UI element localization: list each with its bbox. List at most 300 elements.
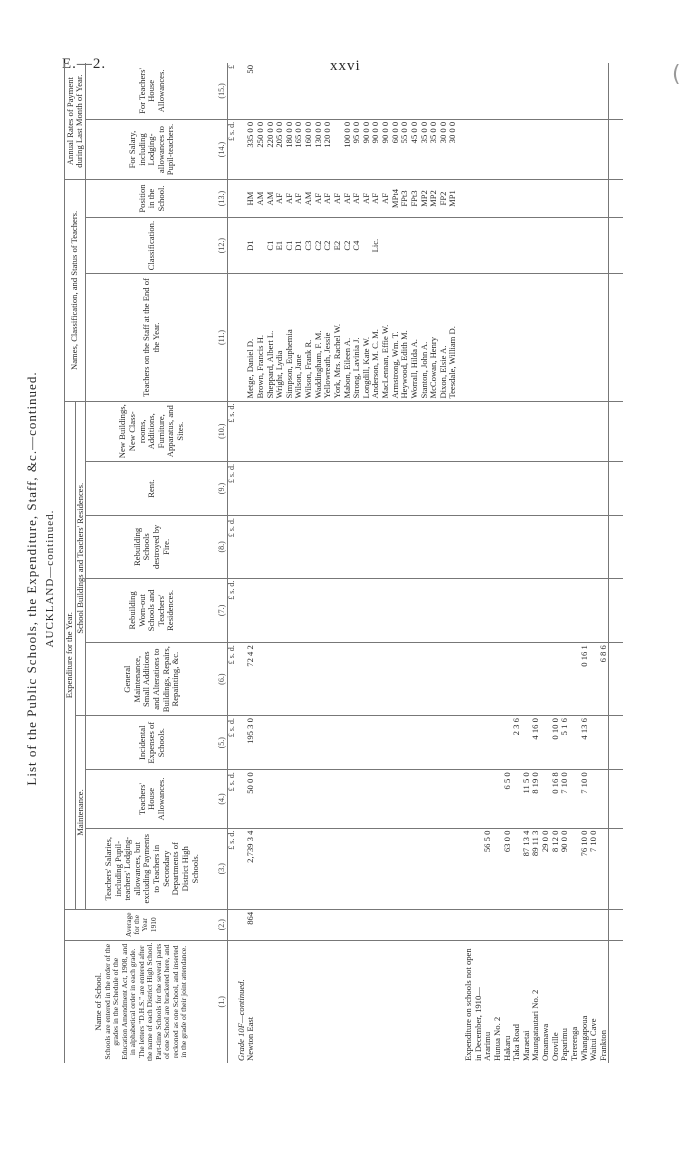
- closed-school-name: Whangapoua: [578, 1015, 589, 1061]
- closed-school-incidental: [589, 716, 599, 770]
- table-cell: [580, 119, 590, 179]
- teacher-salary: 90 0 0: [362, 119, 372, 179]
- table-cell: [512, 119, 522, 179]
- table-cell: [439, 828, 449, 909]
- table-cell: [352, 401, 362, 461]
- table-cell: [275, 716, 285, 770]
- table-cell: [580, 180, 590, 218]
- table-cell: [570, 461, 580, 515]
- table-cell: [420, 940, 430, 1063]
- table-cell: [580, 401, 590, 461]
- table-cell: [522, 274, 532, 401]
- closed-school-house: [483, 770, 493, 828]
- teacher-row: [343, 63, 353, 1063]
- teacher-house: [400, 63, 410, 119]
- teacher-row: [266, 63, 276, 1063]
- closed-school-house: 7 10 0: [580, 770, 590, 828]
- table-cell: [560, 180, 570, 218]
- table-cell: [294, 716, 304, 770]
- table-cell: [352, 578, 362, 643]
- table-cell: [448, 770, 458, 828]
- teacher-name: Wright, Lydia: [275, 274, 285, 401]
- table-cell: [256, 770, 266, 828]
- colnum-3: (3.): [218, 828, 227, 909]
- table-cell: [580, 461, 590, 515]
- table-cell: [551, 516, 561, 579]
- table-cell: [580, 63, 590, 119]
- teacher-name: Stanton, John A.: [420, 274, 430, 401]
- teacher-class: [410, 217, 420, 274]
- table-cell: [531, 217, 541, 274]
- table-cell: [256, 828, 266, 909]
- table-cell: [551, 217, 561, 274]
- closed-school-name: Taka Road: [511, 1024, 522, 1061]
- table-cell: [294, 578, 304, 643]
- table-cell: [294, 516, 304, 579]
- table-cell: [420, 516, 430, 579]
- table-cell: [570, 217, 580, 274]
- table-cell: [343, 461, 353, 515]
- page-reference: E.—2.: [62, 56, 107, 72]
- teacher-house: [352, 63, 362, 119]
- closed-school-row: [599, 63, 609, 1063]
- teacher-position: AF: [285, 180, 295, 218]
- teacher-name: Mabon, Eileen A.: [343, 274, 353, 401]
- table-cell: [362, 643, 372, 716]
- table-cell: [352, 461, 362, 515]
- table-cell: [570, 63, 580, 119]
- table-cell: [599, 401, 609, 461]
- teacher-position: MPt4: [391, 180, 401, 218]
- table-cell: [483, 274, 493, 401]
- table-cell: [420, 828, 430, 909]
- table-cell: [391, 643, 401, 716]
- table-cell: [362, 770, 372, 828]
- table-cell: [294, 461, 304, 515]
- table-cell: [493, 461, 503, 515]
- colnum-10: (10.): [218, 401, 227, 461]
- table-cell: [541, 119, 551, 179]
- table-cell: [362, 401, 372, 461]
- table-cell: [381, 909, 391, 940]
- table-cell: [493, 401, 503, 461]
- teacher-house: [256, 63, 266, 119]
- closed-school-name: Omamawa: [540, 1023, 551, 1061]
- table-cell: [410, 716, 420, 770]
- table-cell: [285, 828, 295, 909]
- lsd-heading: £ s. d.: [227, 828, 236, 909]
- teacher-house: [362, 63, 372, 119]
- table-cell: [541, 461, 551, 515]
- table-cell: [227, 274, 236, 401]
- table-cell: [285, 516, 295, 579]
- table-cell: [522, 63, 532, 119]
- table-cell: [429, 909, 439, 940]
- table-cell: [493, 217, 503, 274]
- table-cell: [503, 274, 513, 401]
- table-cell: [522, 401, 532, 461]
- table-cell: [512, 578, 522, 643]
- closed-school-salaries: 89 11 3: [531, 828, 541, 909]
- table-cell: [333, 909, 343, 940]
- table-cell: [512, 461, 522, 515]
- teacher-row: [304, 63, 314, 1063]
- teacher-position: AF: [333, 180, 343, 218]
- table-cell: [256, 461, 266, 515]
- teacher-name: Sheppard, Albert L.: [266, 274, 276, 401]
- table-cell: [391, 516, 401, 579]
- table-cell: [352, 909, 362, 940]
- header-col-8: Rebuilding Schools destroyed by Fire.: [86, 516, 218, 579]
- table-cell: [503, 401, 513, 461]
- table-cell: [410, 578, 420, 643]
- closed-school-row: [493, 63, 503, 1063]
- table-cell: [580, 274, 590, 401]
- teacher-position: AF: [371, 180, 381, 218]
- teacher-class: C4: [352, 217, 362, 274]
- header-staff: Names, Classification, and Status of Teachers.: [65, 180, 86, 401]
- table-cell: [580, 516, 590, 579]
- table-cell: [551, 274, 561, 401]
- teacher-name: Armstrong, Wm. T.: [391, 274, 401, 401]
- lsd-heading: £ s. d.: [227, 643, 236, 716]
- teacher-house: [323, 63, 333, 119]
- header-col-4: Teachers' House Allowances.: [86, 770, 218, 828]
- table-cell: [227, 909, 236, 940]
- closed-school-salaries: 76 10 0: [580, 828, 590, 909]
- teacher-position: AM: [266, 180, 276, 218]
- table-cell: [304, 643, 314, 716]
- table-cell: [589, 63, 599, 119]
- table-cell: [400, 909, 410, 940]
- closed-school-salaries: 56 5 0: [483, 828, 493, 909]
- table-cell: [483, 909, 493, 940]
- table-cell: [381, 643, 391, 716]
- table-cell: [420, 909, 430, 940]
- table-cell: [275, 643, 285, 716]
- table-cell: [362, 940, 372, 1063]
- teacher-rows: [256, 63, 458, 1063]
- table-cell: [493, 909, 503, 940]
- closed-school-incidental: [493, 716, 503, 770]
- teacher-house: [275, 63, 285, 119]
- colnum-15: (15.): [218, 63, 227, 119]
- closed-school-house: 7 10 0: [560, 770, 570, 828]
- table-cell: [483, 63, 493, 119]
- teacher-salary: 100 0 0: [343, 119, 353, 179]
- table-cell: [503, 516, 513, 579]
- teacher-name: Wilson, Frank R.: [304, 274, 314, 401]
- school-salaries: 2,739 3 4: [246, 828, 256, 909]
- teacher-house: [381, 63, 391, 119]
- table-cell: [256, 643, 266, 716]
- colnum-1: (1.): [216, 996, 226, 1008]
- table-cell: [531, 180, 541, 218]
- table-cell: [503, 578, 513, 643]
- teacher-row: [285, 63, 295, 1063]
- table-cell: [371, 909, 381, 940]
- teacher-class: [448, 217, 458, 274]
- table-cell: [371, 578, 381, 643]
- table-cell: [266, 516, 276, 579]
- table-cell: [541, 909, 551, 940]
- teacher-house: [371, 63, 381, 119]
- closed-school-salaries: 7 10 0: [589, 828, 599, 909]
- table-cell: [266, 940, 276, 1063]
- table-cell: [333, 643, 343, 716]
- teacher-class: [420, 217, 430, 274]
- colnum-12: (12.): [218, 217, 227, 274]
- table-cell: [560, 461, 570, 515]
- table-cell: [483, 578, 493, 643]
- teacher-name: Anderson, M. C. M.: [371, 274, 381, 401]
- table-cell: [541, 401, 551, 461]
- teacher-salary: 160 0 0: [304, 119, 314, 179]
- table-cell: [589, 401, 599, 461]
- table-cell: [352, 516, 362, 579]
- closed-school-maintenance: [531, 643, 541, 716]
- table-cell: [391, 716, 401, 770]
- closed-school-incidental: 5 1 6: [560, 716, 570, 770]
- closed-school-name: Maungatautari No. 2: [530, 989, 541, 1061]
- table-cell: [256, 940, 266, 1063]
- closed-school-incidental: 4 13 6: [580, 716, 590, 770]
- table-cell: [275, 940, 285, 1063]
- closed-school-salaries: 63 0 0: [503, 828, 513, 909]
- lsd-heading: £ s. d.: [227, 401, 236, 461]
- table-cell: [294, 401, 304, 461]
- header-average: Average for the Year 1910: [65, 909, 218, 940]
- table-cell: [323, 828, 333, 909]
- table-cell: [589, 461, 599, 515]
- closed-school-name: Maraetai: [520, 1030, 531, 1061]
- table-cell: [410, 770, 420, 828]
- table-cell: [551, 119, 561, 179]
- table-cell: [333, 940, 343, 1063]
- closed-school-name: Paparimu: [559, 1028, 570, 1061]
- closed-school-salaries: [599, 828, 609, 909]
- table-cell: [589, 180, 599, 218]
- teacher-name: Brown, Francis H.: [256, 274, 266, 401]
- table-cell: [439, 909, 449, 940]
- table-cell: [429, 461, 439, 515]
- lsd-heading: £ s. d.: [227, 461, 236, 515]
- table-cell: [599, 119, 609, 179]
- teacher-salary: 250 0 0: [256, 119, 266, 179]
- table-cell: [362, 461, 372, 515]
- table-cell: [333, 516, 343, 579]
- table-cell: [266, 909, 276, 940]
- teacher-name: Simpson, Euphemia: [285, 274, 295, 401]
- table-cell: [551, 401, 561, 461]
- table-cell: [352, 940, 362, 1063]
- table-cell: [429, 401, 439, 461]
- teacher-class: C1: [285, 217, 295, 274]
- table-cell: [285, 909, 295, 940]
- table-cell: [448, 909, 458, 940]
- teacher-salary: 30 0 0: [448, 119, 458, 179]
- table-cell: [314, 461, 324, 515]
- closed-school-house: [589, 770, 599, 828]
- table-cell: [227, 217, 236, 274]
- table-cell: [599, 63, 609, 119]
- closed-school-row: [589, 63, 599, 1063]
- colnum-9: (9.): [218, 461, 227, 515]
- table-cell: [400, 461, 410, 515]
- table-cell: [371, 461, 381, 515]
- table-cell: [323, 909, 333, 940]
- table-cell: [323, 643, 333, 716]
- teacher-salary: 35 0 0: [420, 119, 430, 179]
- closed-school-incidental: [599, 716, 609, 770]
- lsd-heading: £ s. d.: [227, 716, 236, 770]
- teacher-position: MP2: [429, 180, 439, 218]
- closed-school-row: [483, 63, 493, 1063]
- colnum-13: (13.): [218, 180, 227, 218]
- colnum-8: (8.): [218, 516, 227, 579]
- table-cell: [323, 716, 333, 770]
- closed-school-name: Hakaru: [501, 1035, 512, 1061]
- closed-school-house: 8 19 0: [531, 770, 541, 828]
- teacher-row: [400, 63, 410, 1063]
- table-cell: [294, 643, 304, 716]
- closed-label: Expenditure on schools not open in December, 1910—: [463, 948, 483, 1061]
- colnum-5: (5.): [218, 716, 227, 770]
- table-cell: [531, 461, 541, 515]
- table-cell: [503, 461, 513, 515]
- teacher-position: AM: [304, 180, 314, 218]
- colnum-6: (6.): [218, 643, 227, 716]
- table-cell: [429, 716, 439, 770]
- closed-school-name: Waitui Cave: [588, 1018, 599, 1061]
- table-cell: [400, 716, 410, 770]
- table-cell: [560, 909, 570, 940]
- table-cell: [531, 119, 541, 179]
- table-cell: [314, 716, 324, 770]
- table-cell: [285, 461, 295, 515]
- table-cell: [512, 217, 522, 274]
- teacher-row: [410, 63, 420, 1063]
- table-cell: [391, 770, 401, 828]
- table-cell: [439, 578, 449, 643]
- teacher-name: Metge, Daniel D.: [246, 274, 256, 401]
- table-cell: [541, 63, 551, 119]
- table-cell: [381, 461, 391, 515]
- table-cell: [410, 643, 420, 716]
- table-cell: [580, 578, 590, 643]
- table-cell: [323, 578, 333, 643]
- table-cell: [275, 516, 285, 579]
- table-cell: [589, 516, 599, 579]
- table-cell: [570, 180, 580, 218]
- teacher-class: D1: [294, 217, 304, 274]
- teacher-row: [333, 63, 343, 1063]
- table-cell: [314, 401, 324, 461]
- closed-school-house: 6 5 0: [503, 770, 513, 828]
- table-cell: [483, 461, 493, 515]
- teacher-row: [314, 63, 324, 1063]
- table-cell: [420, 578, 430, 643]
- teacher-class: C1: [266, 217, 276, 274]
- table-cell: [400, 643, 410, 716]
- table-cell: [343, 643, 353, 716]
- teacher-row: [294, 63, 304, 1063]
- header-name-of-school: Name of School. Schools are entered in the order of the grades in the Schedule of the Education Amendment Act, 1908, and in alphabetical order in each grade. The letters "D.H.S." are entered after the name of each District High School. Part-time Schools for the several parts of one School are bracketed here, and reckoned as one School, and inserted in the grade of their joint attendance.: [93, 942, 189, 1061]
- header-col-14: For Salary, including Lodging-allowances to Pupil-teachers.: [86, 119, 218, 179]
- table-cell: [352, 828, 362, 909]
- table-cell: [371, 643, 381, 716]
- table-cell: [589, 119, 599, 179]
- table-cell: [589, 578, 599, 643]
- table-cell: [531, 578, 541, 643]
- table-cell: [333, 828, 343, 909]
- table-cell: [304, 716, 314, 770]
- table-cell: [420, 770, 430, 828]
- table-cell: [599, 217, 609, 274]
- closed-school-row: [512, 63, 522, 1063]
- table-cell: [343, 940, 353, 1063]
- table-cell: [362, 828, 372, 909]
- table-cell: [503, 119, 513, 179]
- teacher-position: AF: [352, 180, 362, 218]
- table-cell: [400, 828, 410, 909]
- closed-school-name: Tererenga: [568, 1026, 579, 1061]
- teacher-class: Lic.: [371, 217, 381, 274]
- table-cell: [599, 578, 609, 643]
- closed-school-row: [570, 63, 580, 1063]
- table-cell: [275, 578, 285, 643]
- teacher-position: AF: [323, 180, 333, 218]
- table-cell: [343, 828, 353, 909]
- closed-school-maintenance: [503, 643, 513, 716]
- table-cell: [371, 770, 381, 828]
- table-cell: [512, 180, 522, 218]
- table-cell: [560, 401, 570, 461]
- teacher-row: [420, 63, 430, 1063]
- header-buildings: School Buildings and Teachers' Residences.: [75, 401, 86, 716]
- teacher-name: York, Mrs. Rachel W.: [333, 274, 343, 401]
- table-cell: [560, 578, 570, 643]
- table-cell: [381, 516, 391, 579]
- closed-school-incidental: 0 10 0: [551, 716, 561, 770]
- table-cell: [343, 770, 353, 828]
- table-cell: [362, 909, 372, 940]
- table-cell: [551, 63, 561, 119]
- table-cell: [493, 578, 503, 643]
- table-cell: [448, 828, 458, 909]
- table-cell: [304, 909, 314, 940]
- header-col-11: Teachers on the Staff at the End of the Year.: [86, 274, 218, 401]
- school-row: [246, 63, 256, 1063]
- table-cell: [362, 516, 372, 579]
- table-cell: [551, 461, 561, 515]
- table-cell: [275, 401, 285, 461]
- closed-school-incidental: 4 16 0: [531, 716, 541, 770]
- table-cell: [343, 516, 353, 579]
- table-cell: [333, 461, 343, 515]
- teacher-house: [333, 63, 343, 119]
- table-cell: [439, 461, 449, 515]
- table-cell: [391, 940, 401, 1063]
- table-cell: [400, 578, 410, 643]
- table-cell: [333, 770, 343, 828]
- table-cell: [512, 274, 522, 401]
- table-cell: [391, 828, 401, 909]
- margin-mark: (: [672, 62, 681, 87]
- teacher-row: [448, 63, 458, 1063]
- closed-school-maintenance: [560, 643, 570, 716]
- table-cell: [448, 516, 458, 579]
